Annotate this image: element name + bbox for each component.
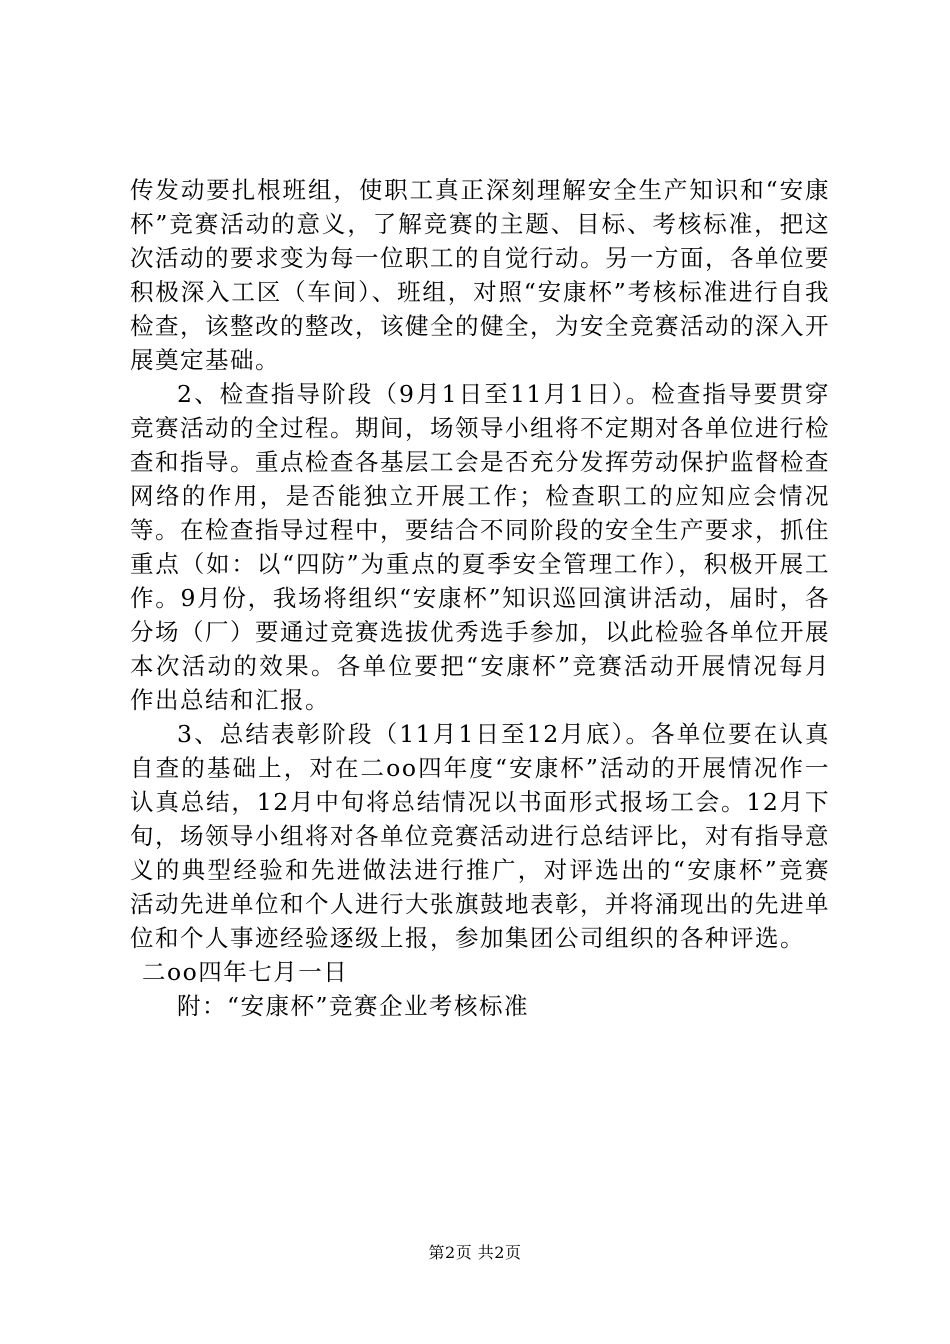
paragraph-summary-stage: 3、总结表彰阶段（11月1日至12月底）。各单位要在认真自查的基础上，对在二oo四年度“安康杯”活动的开展情况作一认真总结，12月中旬将总结情况以书面形式报场工会。12月下旬，场领导小组将对各单位竞赛活动进行总结评比，对有指导意义的典型经验和先进做法进行推广，对评选出的“安康杯”竞赛活动先进单位和个人进行大张旗鼓地表彰，并将涌现出的先进单位和个人事迹经验逐级上报，参加集团公司组织的各种评选。	[130, 720, 830, 952]
paragraph-inspection-stage: 2、检查指导阶段（9月1日至11月1日）。检查指导要贯穿竞赛活动的全过程。期间，场领导小组将不定期对各单位进行检查和指导。重点检查各基层工会是否充分发挥劳动保护监督检查网络的作用，是否能独立开展工作；检查职工的应知应会情况等。在检查指导过程中，要结合不同阶段的安全生产要求，抓住重点（如：以“四防”为重点的夏季安全管理工作），积极开展工作。9月份，我场将组织“安康杯”知识巡回演讲活动，届时，各分场（厂）要通过竞赛选拔优秀选手参加，以此检验各单位开展本次活动的效果。各单位要把“安康杯”竞赛活动开展情况每月作出总结和汇报。	[130, 380, 830, 714]
document-body	[130, 173, 830, 1023]
paragraph-continuation: 传发动要扎根班组，使职工真正深刻理解安全生产知识和“安康杯”竞赛活动的意义，了解竞赛的主题、目标、考核标准，把这次活动的要求变为每一位职工的自觉行动。另一方面，各单位要积极深入工区（车间）、班组，对照“安康杯”考核标准进行自我检查，该整改的整改，该健全的健全，为安全竞赛活动的深入开展奠定基础。	[130, 176, 830, 374]
page-number-footer: 第2页 共2页	[428, 1243, 522, 1262]
document-date: 二oo四年七月一日	[142, 958, 349, 986]
attachment-note: 附：“安康杯”竞赛企业考核标准	[177, 992, 530, 1020]
